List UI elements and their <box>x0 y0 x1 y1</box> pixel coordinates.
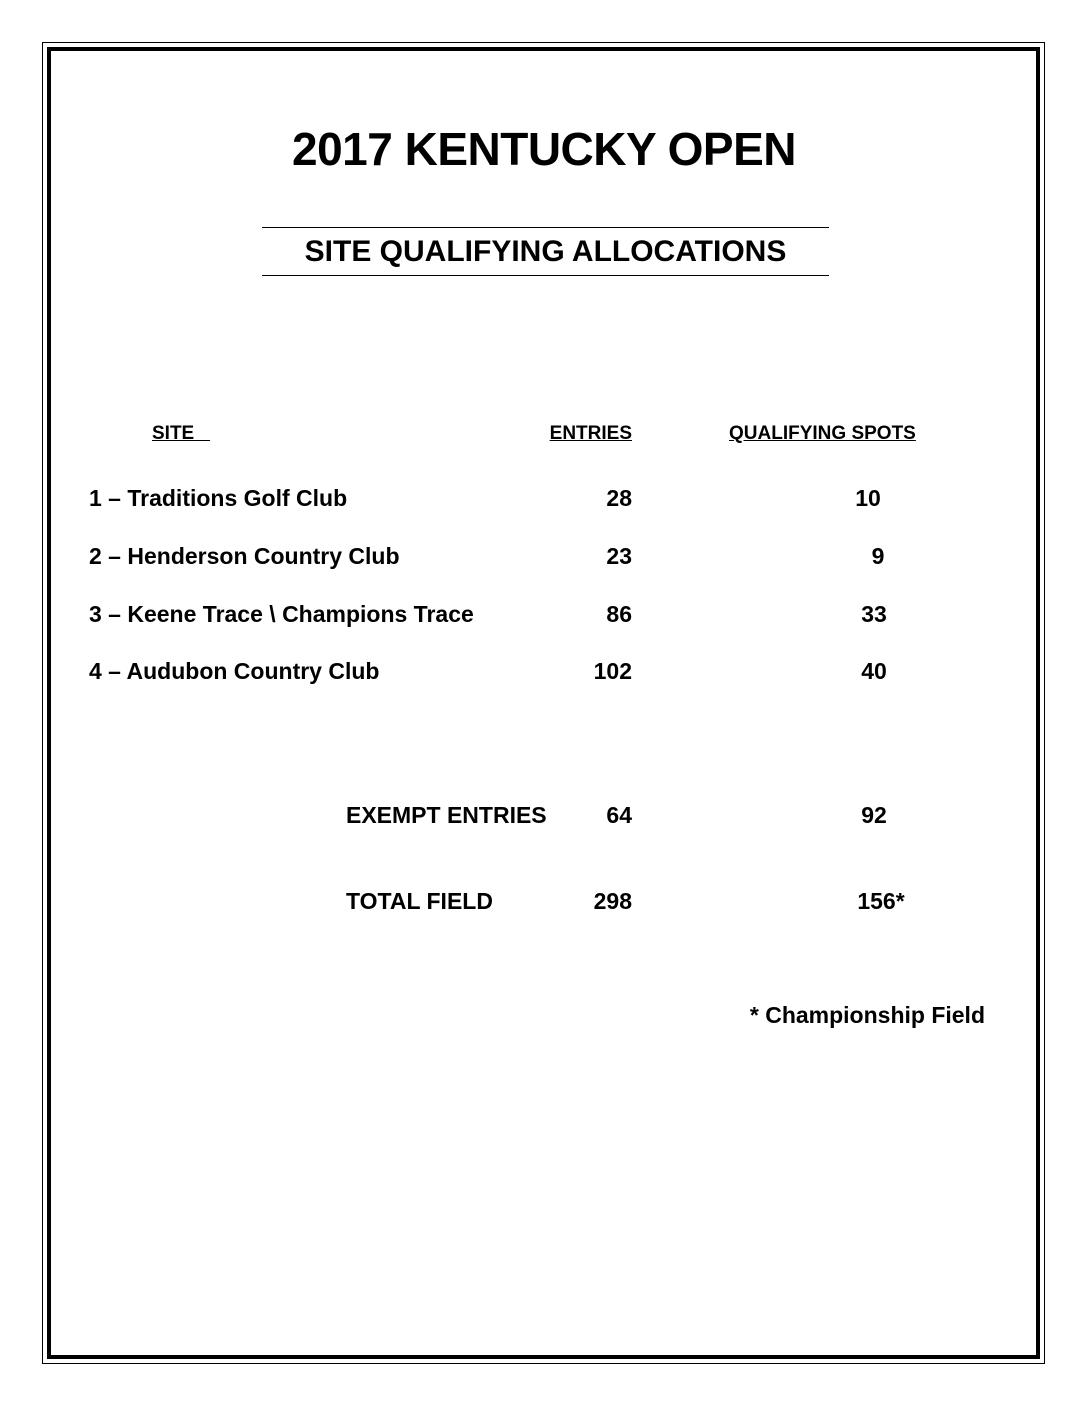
site-qualifying-spots: 33 <box>861 601 887 627</box>
column-header-entries: ENTRIES <box>549 423 632 444</box>
site-name: 2 – Henderson Country Club <box>89 543 400 569</box>
page-subtitle: SITE QUALIFYING ALLOCATIONS <box>304 235 787 268</box>
site-entries: 86 <box>606 601 632 627</box>
exempt-label: EXEMPT ENTRIES <box>346 802 547 828</box>
site-name: 3 – Keene Trace \ Champions Trace <box>89 601 474 627</box>
subtitle-rule-top <box>262 227 829 228</box>
exempt-qualifying-spots: 92 <box>861 802 887 828</box>
site-name: 4 – Audubon Country Club <box>89 658 380 684</box>
table-row <box>0 485 1088 515</box>
total-entries: 298 <box>593 888 632 914</box>
site-name: 1 – Traditions Golf Club <box>89 485 348 511</box>
exempt-row <box>0 802 1088 832</box>
page-title: 2017 KENTUCKY OPEN <box>292 123 796 175</box>
subtitle-rule-bottom <box>262 275 829 276</box>
site-qualifying-spots: 40 <box>861 658 887 684</box>
site-qualifying-spots: 10 <box>855 485 881 511</box>
site-entries: 102 <box>593 658 632 684</box>
column-header-qualifying-spots: QUALIFYING SPOTS <box>729 423 916 444</box>
table-row <box>0 601 1088 631</box>
total-row <box>0 888 1088 918</box>
total-label: TOTAL FIELD <box>346 888 493 914</box>
column-header-site: SITE <box>152 423 211 444</box>
table-row <box>0 543 1088 573</box>
footnote: * Championship Field <box>749 1002 985 1028</box>
site-entries: 28 <box>606 485 632 511</box>
site-entries: 23 <box>606 543 632 569</box>
exempt-entries: 64 <box>606 802 632 828</box>
site-qualifying-spots: 9 <box>871 543 885 569</box>
table-row <box>0 658 1088 688</box>
total-qualifying-spots: 156* <box>857 888 905 914</box>
